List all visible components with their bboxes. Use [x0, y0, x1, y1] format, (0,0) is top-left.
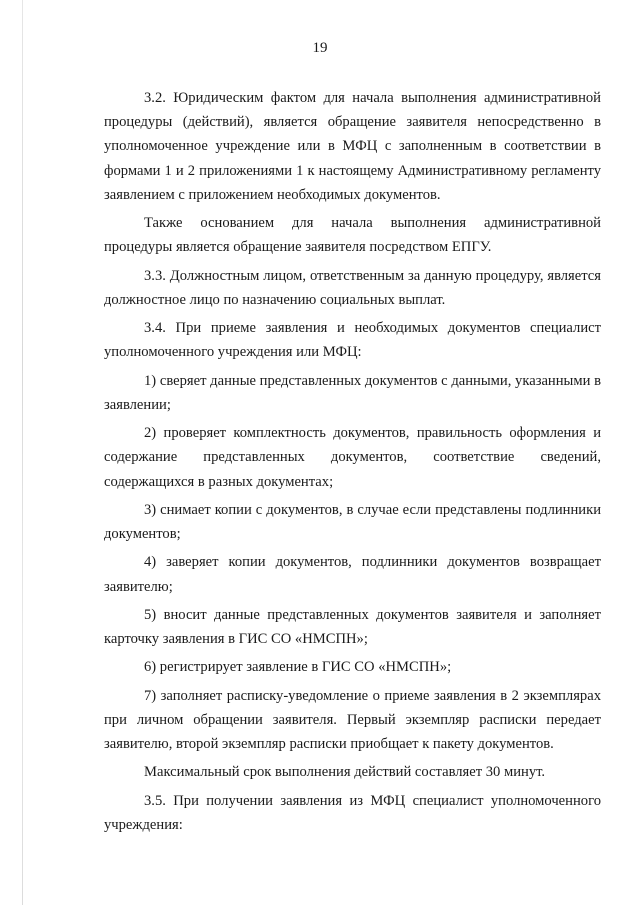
paragraph-3-4: 3.4. При приеме заявления и необходимых документов специалист уполномоченного учреждения или МФЦ:: [104, 320, 601, 361]
scan-edge-line: [22, 0, 23, 905]
list-item-7: 7) заполняет расписку-уведомление о приеме заявления в 2 экземплярах при личном обращении заявителя. Первый экземпляр расписки передает заявителю, второй экземпляр расписки приобщает к пакету документов.: [104, 687, 601, 753]
paragraph-3-2: 3.2. Юридическим фактом для начала выполнения административной процедуры (действий), является обращение заявителя непосредственно в уполномоченное учреждение или в МФЦ с заполненным в соответствии в формами 1 и 2 приложениями 1 к настоящему Административному регламенту заявлением с приложением необходимых документов.: [104, 90, 601, 203]
list-item-2: 2) проверяет комплектность документов, правильность оформления и содержание представленных документов, соответствие сведений, содержащихся в разных документах;: [104, 425, 601, 490]
list-item-6: 6) регистрирует заявление в ГИС СО «НМСПН»;: [144, 659, 452, 676]
paragraph-3-5: 3.5. При получении заявления из МФЦ специалист уполномоченного учреждения:: [104, 792, 601, 833]
paragraph-max-time: Максимальный срок выполнения действий составляет 30 минут.: [144, 764, 546, 781]
page-number: 19: [312, 40, 328, 56]
list-item-5: 5) вносит данные представленных документов заявителя и заполняет карточку заявления в ГИС СО «НМСПН»;: [104, 606, 601, 648]
list-item-1: 1) сверяет данные представленных документов с данными, указанными в заявлении;: [104, 372, 601, 413]
paragraph-3-3: 3.3. Должностным лицом, ответственным за данную процедуру, является должностное лицо по назначению социальных выплат.: [104, 267, 601, 308]
list-item-3: 3) снимает копии с документов, в случае если представлены подлинники документов;: [104, 501, 601, 543]
paragraph-epgu: Также основанием для начала выполнения административной процедуры является обращение заявителя посредством ЕПГУ.: [104, 215, 601, 256]
document-body: [104, 86, 601, 841]
list-item-4: 4) заверяет копии документов, подлинники документов возвращает заявителю;: [104, 554, 601, 595]
